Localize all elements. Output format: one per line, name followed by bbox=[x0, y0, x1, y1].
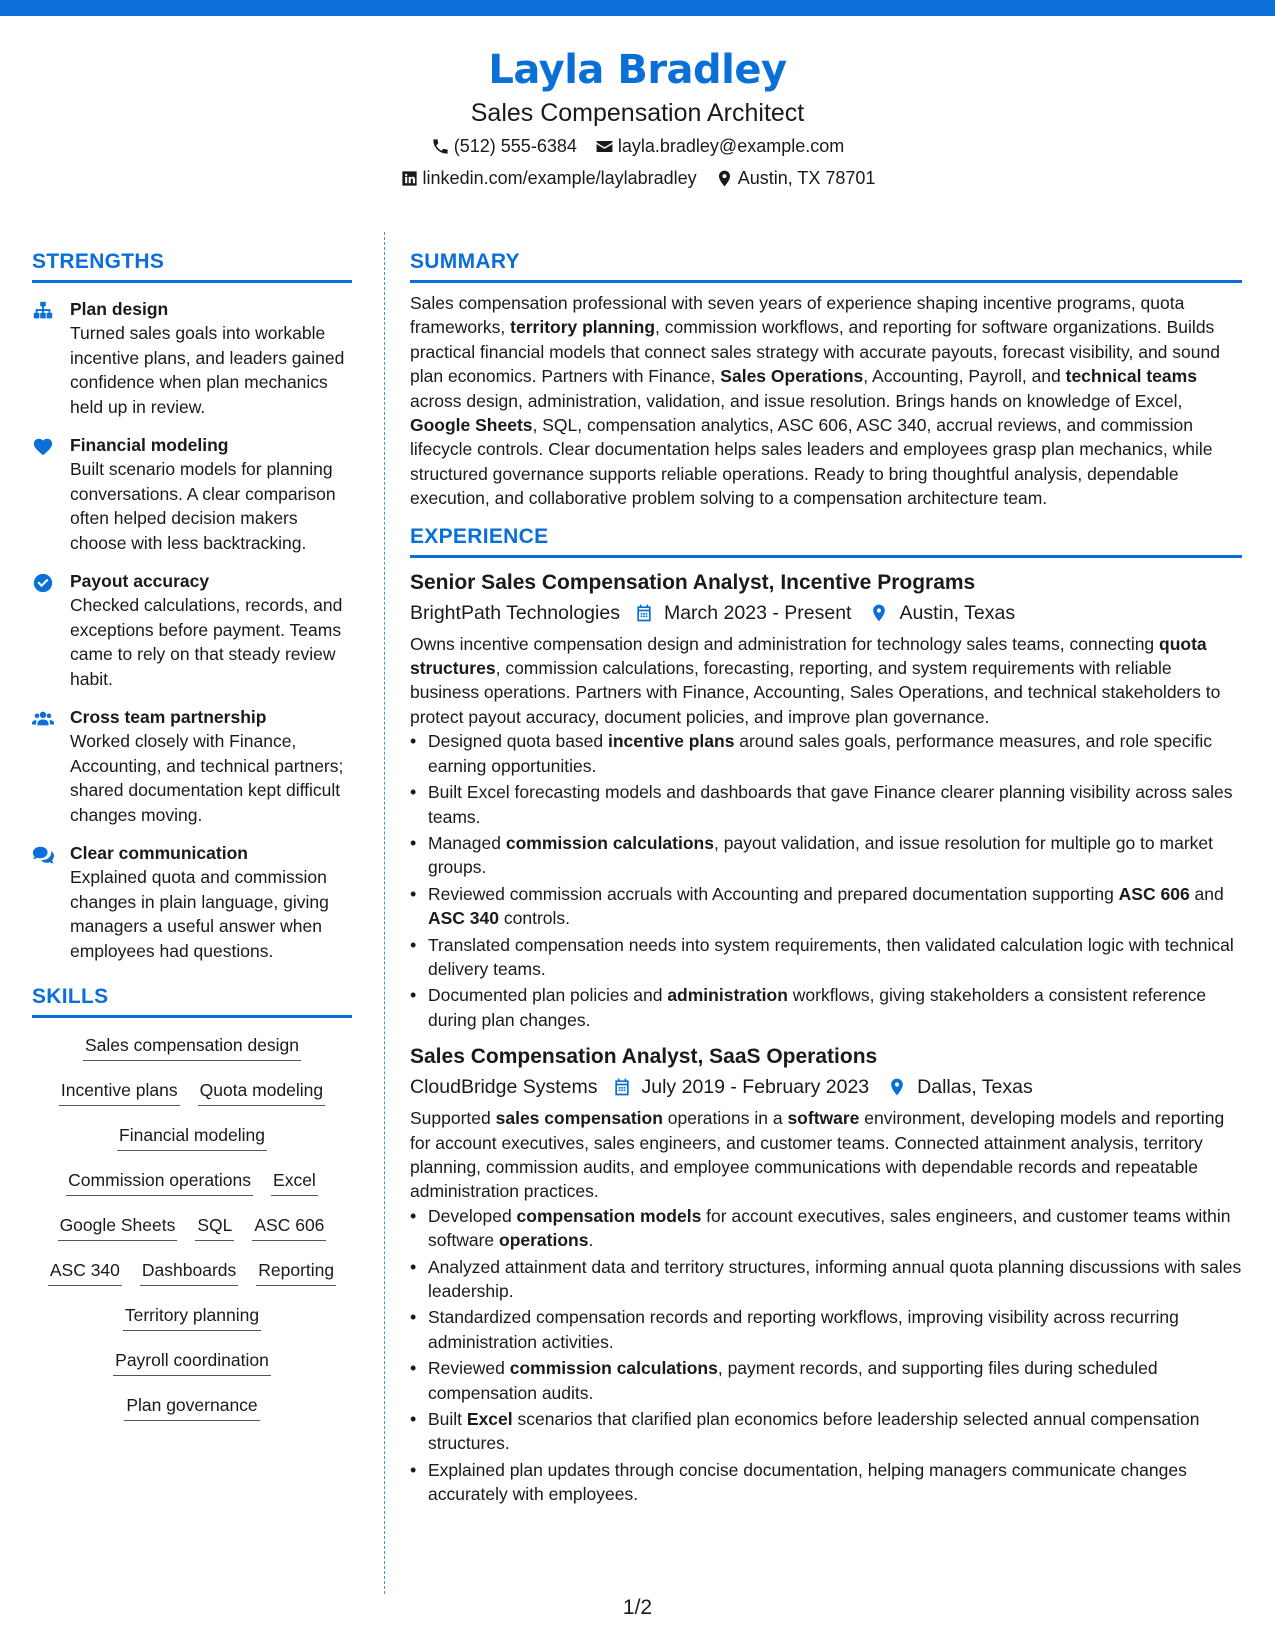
skill-row bbox=[32, 1030, 352, 1075]
users-icon bbox=[32, 708, 54, 730]
contact-row-2 bbox=[0, 162, 1275, 194]
job-bullets bbox=[410, 1204, 1242, 1507]
skill-tag: Sales compensation design bbox=[83, 1032, 301, 1061]
emphasis-text: sales compensation bbox=[495, 1108, 663, 1129]
strength-title: Clear communication bbox=[70, 843, 248, 863]
emphasis-text: Excel bbox=[466, 1409, 513, 1430]
strengths-list bbox=[32, 297, 352, 963]
strength-title: Payout accuracy bbox=[70, 571, 210, 591]
org-chart-icon bbox=[32, 300, 54, 322]
strength-title: Plan design bbox=[70, 299, 169, 319]
emphasis-text: compensation models bbox=[516, 1205, 702, 1226]
top-accent-bar bbox=[0, 0, 1275, 16]
location-contact bbox=[715, 162, 876, 194]
phone-icon bbox=[431, 137, 450, 156]
job-title: Sales Compensation Analyst, SaaS Operations bbox=[410, 1045, 878, 1069]
envelope-icon bbox=[595, 137, 614, 156]
job-dates: July 2019 - February 2023 bbox=[641, 1076, 870, 1099]
skill-tag: Financial modeling bbox=[117, 1122, 267, 1151]
company-name: CloudBridge Systems bbox=[410, 1076, 598, 1099]
strength-title: Cross team partnership bbox=[70, 707, 267, 727]
emphasis-text: operations bbox=[499, 1230, 589, 1251]
job-meta bbox=[410, 1072, 1242, 1102]
skill-tag: Plan governance bbox=[124, 1392, 259, 1421]
job-description: Supported sales compensation operations in a software environment, developing models and reporting for account executives, sales engineers, and customer teams. Connected attainment analysis, territory planning, commission audits, and employee communications with dependable records and repeatable administration practices. bbox=[410, 1108, 1225, 1202]
emphasis-text: software bbox=[787, 1108, 860, 1129]
list-item: • Translated compensation needs into system requirements, then validated calculation logic with technical delivery teams. bbox=[410, 933, 1242, 982]
linkedin-contact[interactable] bbox=[400, 162, 697, 194]
linkedin-url: linkedin.com/example/laylabradley bbox=[422, 168, 697, 188]
skill-tag: ASC 606 bbox=[252, 1212, 326, 1241]
skill-row bbox=[32, 1345, 352, 1390]
strength-description: Checked calculations, records, and exceptions before payment. Teams came to rely on that steady review habit. bbox=[70, 595, 343, 689]
map-pin-icon bbox=[869, 603, 889, 623]
list-item: • Standardized compensation records and reporting workflows, improving visibility across recurring administration activities. bbox=[410, 1305, 1242, 1354]
list-item: • Documented plan policies and administration workflows, giving stakeholders a consistent reference during plan changes. bbox=[410, 983, 1242, 1032]
emphasis-text: commission calculations bbox=[509, 1358, 718, 1379]
emphasis-text: ASC 340 bbox=[428, 908, 500, 929]
job-location: Dallas, Texas bbox=[917, 1076, 1033, 1099]
right-column bbox=[410, 248, 1242, 1509]
left-column bbox=[32, 248, 352, 1435]
skill-tag: Reporting bbox=[256, 1257, 336, 1286]
contact-row-1 bbox=[0, 130, 1275, 162]
skill-tag: Incentive plans bbox=[59, 1077, 180, 1106]
emphasis-text: Google Sheets bbox=[410, 415, 533, 436]
skill-row bbox=[32, 1120, 352, 1165]
map-pin-icon bbox=[715, 169, 734, 188]
comments-icon bbox=[32, 844, 54, 866]
list-item: • Reviewed commission accruals with Accounting and prepared documentation supporting ASC 606 and ASC 340 controls. bbox=[410, 882, 1242, 931]
candidate-title: Sales Compensation Architect bbox=[470, 99, 805, 127]
strength-item bbox=[32, 841, 352, 963]
skills-heading: SKILLS bbox=[32, 983, 352, 1018]
job-meta bbox=[410, 598, 1242, 628]
strength-item bbox=[32, 705, 352, 827]
job-description: Owns incentive compensation design and administration for technology sales teams, connecting quota structures, commission calculations, forecasting, reporting, and system requirements with reliable business operations. Partners with Finance, Accounting, Sales Operations, and technical stakeholders to protect payout accuracy, document policies, and improve plan governance. bbox=[410, 633, 1221, 727]
job-entry bbox=[410, 568, 1242, 1033]
emphasis-text: administration bbox=[667, 985, 788, 1006]
list-item: • Built Excel forecasting models and dashboards that gave Finance clearer planning visibility across sales teams. bbox=[410, 780, 1242, 829]
strength-description: Worked closely with Finance, Accounting, and technical partners; shared documentation kept difficult changes moving. bbox=[70, 731, 344, 825]
calendar-icon bbox=[634, 603, 654, 623]
page-number: 1/2 bbox=[622, 1596, 653, 1619]
emphasis-text: ASC 606 bbox=[1118, 883, 1190, 904]
skill-row bbox=[32, 1390, 352, 1435]
location-text: Austin, TX 78701 bbox=[737, 168, 876, 188]
map-pin-icon bbox=[887, 1077, 907, 1097]
experience-list bbox=[410, 568, 1242, 1507]
skill-tag: ASC 340 bbox=[48, 1257, 122, 1286]
summary-heading: SUMMARY bbox=[410, 248, 1242, 283]
skill-row bbox=[32, 1075, 352, 1120]
emphasis-text: Sales Operations bbox=[720, 366, 864, 387]
resume-header bbox=[0, 44, 1275, 194]
skill-tag: Dashboards bbox=[140, 1257, 238, 1286]
experience-heading: EXPERIENCE bbox=[410, 523, 1242, 558]
column-divider bbox=[384, 232, 385, 1594]
skill-tag: Quota modeling bbox=[198, 1077, 326, 1106]
list-item: • Built Excel scenarios that clarified plan economics before leadership selected annual compensation structures. bbox=[410, 1407, 1242, 1456]
phone-number: (512) 555-6384 bbox=[453, 136, 577, 156]
check-circle-icon bbox=[32, 572, 54, 594]
job-location: Austin, Texas bbox=[899, 601, 1016, 624]
skill-row bbox=[32, 1165, 352, 1210]
strengths-heading: STRENGTHS bbox=[32, 248, 352, 283]
strength-title: Financial modeling bbox=[70, 435, 229, 455]
strength-description: Turned sales goals into workable incentive plans, and leaders gained confidence when plan mechanics held up in review. bbox=[70, 323, 345, 417]
strength-item bbox=[32, 297, 352, 419]
emphasis-text: quota structures bbox=[410, 633, 1207, 679]
strength-item bbox=[32, 569, 352, 691]
list-item: • Designed quota based incentive plans around sales goals, performance measures, and role specific earning opportunities. bbox=[410, 729, 1242, 778]
phone-contact bbox=[431, 130, 577, 162]
skill-tag: Commission operations bbox=[66, 1167, 253, 1196]
emphasis-text: commission calculations bbox=[505, 832, 714, 853]
skill-tag: Excel bbox=[271, 1167, 318, 1196]
job-entry bbox=[410, 1042, 1242, 1507]
strength-description: Explained quota and commission changes in plain language, giving managers a useful answer when employees had questions. bbox=[70, 867, 329, 961]
list-item: • Managed commission calculations, payout validation, and issue resolution for multiple go to market groups. bbox=[410, 831, 1242, 880]
skill-tag: Payroll coordination bbox=[113, 1347, 271, 1376]
skill-tag: SQL bbox=[195, 1212, 234, 1241]
company-name: BrightPath Technologies bbox=[410, 601, 620, 624]
job-bullets bbox=[410, 729, 1242, 1032]
list-item: • Analyzed attainment data and territory structures, informing annual quota planning discussions with sales leadership. bbox=[410, 1255, 1242, 1304]
emphasis-text: territory planning bbox=[510, 317, 656, 338]
skill-row bbox=[32, 1210, 352, 1255]
emphasis-text: incentive plans bbox=[608, 731, 735, 752]
job-dates: March 2023 - Present bbox=[663, 601, 852, 624]
email-address: layla.bradley@example.com bbox=[617, 136, 845, 156]
candidate-name: Layla Bradley bbox=[488, 47, 787, 93]
calendar-icon bbox=[612, 1077, 632, 1097]
strength-description: Built scenario models for planning conversations. A clear comparison often helped decision makers choose with less backtracking. bbox=[70, 459, 336, 553]
job-title: Senior Sales Compensation Analyst, Incentive Programs bbox=[410, 570, 976, 594]
heart-icon bbox=[32, 436, 54, 458]
emphasis-text: technical teams bbox=[1065, 366, 1197, 387]
list-item: • Reviewed commission calculations, payment records, and supporting files during scheduled compensation audits. bbox=[410, 1356, 1242, 1405]
list-item: • Developed compensation models for account executives, sales engineers, and customer teams within software operations. bbox=[410, 1204, 1242, 1253]
skill-row bbox=[32, 1300, 352, 1345]
strength-item bbox=[32, 433, 352, 555]
skill-tag: Territory planning bbox=[123, 1302, 261, 1331]
linkedin-icon bbox=[400, 169, 419, 188]
summary-text: Sales compensation professional with seven years of experience shaping incentive programs, quota frameworks, territory planning, commission workflows, and reporting for software organizations. Builds practical financial models that connect sales strategy with accurate payouts, forecast visibility, and sound plan economics. Partners with Finance, Sales Operations, Accounting, Payroll, and technical teams across design, administration, validation, and issue resolution. Brings hands on knowledge of Excel, Google Sheets, SQL, compensation analytics, ASC 606, ASC 340, accrual reviews, and commission lifecycle controls. Clear documentation helps sales leaders and employees grasp plan mechanics, while structured governance supports reliable operations. Ready to bring thoughtful analysis, dependable execution, and collaborative problem solving to a compensation architecture team. bbox=[410, 293, 1220, 509]
skills-list bbox=[32, 1030, 352, 1435]
skill-tag: Google Sheets bbox=[58, 1212, 178, 1241]
list-item: • Explained plan updates through concise documentation, helping managers communicate changes accurately with employees. bbox=[410, 1458, 1242, 1507]
email-contact[interactable] bbox=[595, 130, 844, 162]
skill-row bbox=[32, 1255, 352, 1300]
